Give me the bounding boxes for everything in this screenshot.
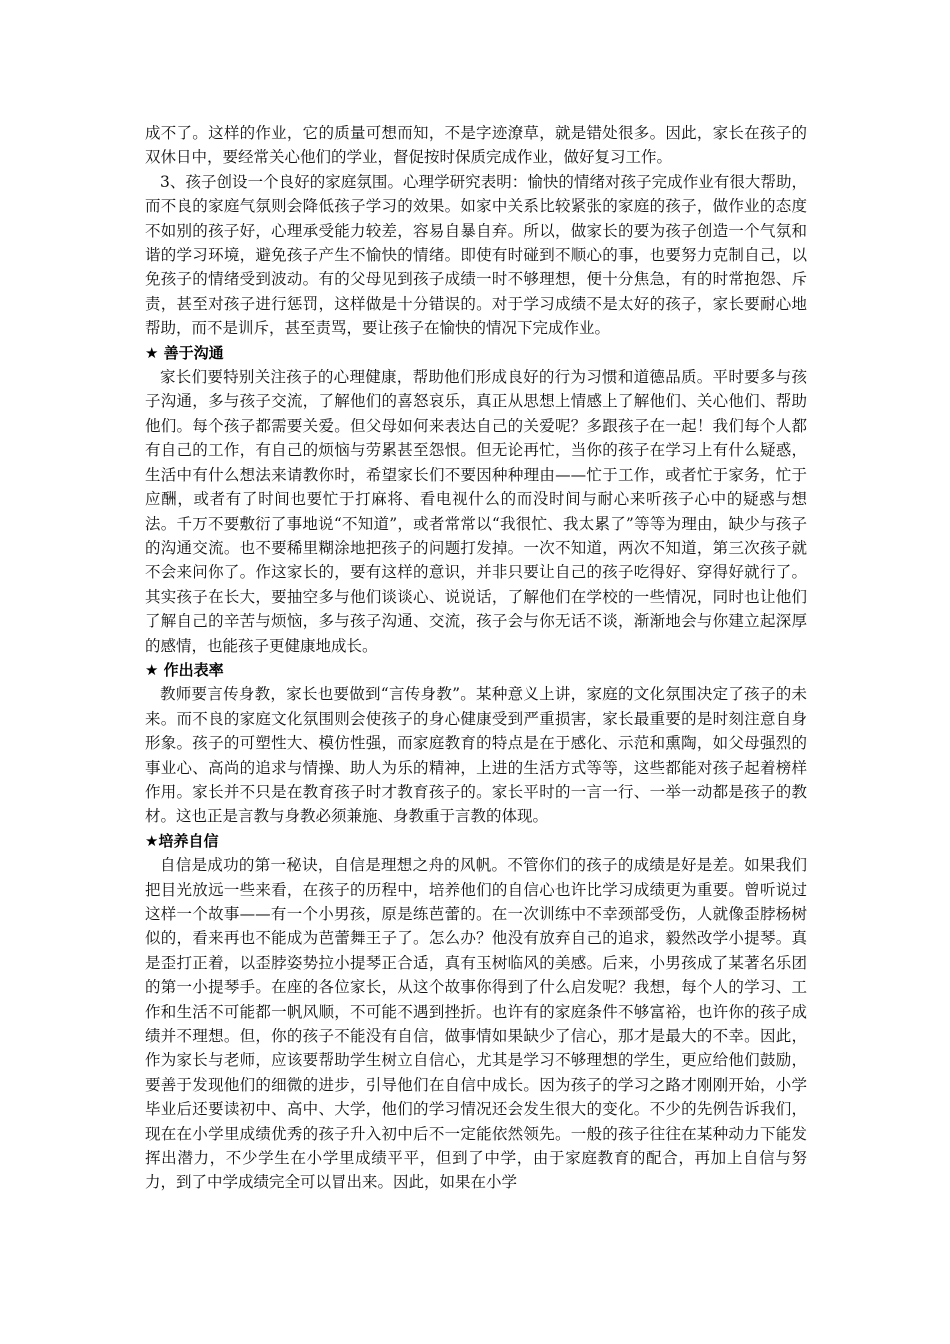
paragraph-role-model: 教师要言传身教，家长也要做到“言传身教”。某种意义上讲，家庭的文化氛围决定了孩子的未来。而不良的家庭文化氛围则会使孩子的身心健康受到严重损害，家长最重要的是时刻注意自身形象。孩子的可塑性大、模仿性强，而家庭教育的特点是在于感化、示范和熏陶，如父母强烈的事业心、高尚的追求与情操、助人为乐的精神，上进的生活方式等等，这些都能对孩子起着榜样作用。家长并不只是在教育孩子时才教育孩子的。家长平时的一言一行、一举一动都是孩子的教材。这也正是言教与身教必须兼施、身教重于言教的体现。 (145, 685, 807, 826)
section-heading-communication: ★ 善于沟通 (145, 343, 224, 362)
paragraph-family-atmosphere: 3、孩子创设一个良好的家庭氛围。心理学研究表明：愉快的情绪对孩子完成作业有很大帮助，而不良的家庭气氛则会降低孩子学习的效果。如家中关系比较紧张的家庭的孩子，做作业的态度不如别的孩子好，心理承受能力较差，容易自暴自弃。所以，做家长的要为孩子创造一个气氛和谐的学习环境，避免孩子产生不愉快的情绪。即使有时碰到不顺心的事，也要努力克制自己，以免孩子的情绪受到波动。有的父母见到孩子成绩一时不够理想，便十分焦急，有的时常抱怨、斥责，甚至对孩子进行惩罚，这样做是十分错误的。对于学习成绩不是太好的孩子，家长要耐心地帮助，而不是训斥，甚至责骂，要让孩子在愉快的情况下完成作业。 (145, 172, 807, 338)
paragraph-communication: 家长们要特别关注孩子的心理健康，帮助他们形成良好的行为习惯和道德品质。平时要多与孩子沟通，多与孩子交流，了解他们的喜怒哀乐，真正从思想上情感上了解他们、关心他们、帮助他们。每个孩子都需要关爱。但父母如何来表达自己的关爱呢？多跟孩子在一起！我们每个人都有自己的工作，有自己的烦恼与劳累甚至怨恨。但无论再忙，当你的孩子在学习上有什么疑惑，生活中有什么想法来请教你时，希望家长们不要因种种理由——忙于工作，或者忙于家务，忙于应酬，或者有了时间也要忙于打麻将、看电视什么的而没时间与耐心来听孩子心中的疑惑与想法。千万不要敷衍了事地说“不知道”，或者常常以“我很忙、我太累了”等等为理由，缺少与孩子的沟通交流。也不要稀里糊涂地把孩子的问题打发掉。一次不知道，两次不知道，第三次孩子就不会来问你了。作这家长的，要有这样的意识，并非只要让自己的孩子吃得好、穿得好就行了。其实孩子在长大，要抽空多与他们谈谈心、说说话，了解他们在学校的一些情况，同时也让他们了解自己的辛苦与烦恼，多与孩子沟通、交流，孩子会与你无话不谈，渐渐地会与你建立起深厚的感情，也能孩子更健康地成长。 (145, 368, 807, 655)
document-page (145, 121, 807, 1195)
section-heading-confidence: ★培养自信 (145, 831, 219, 850)
paragraph-homework-quality: 成不了。这样的作业，它的质量可想而知，不是字迹潦草，就是错处很多。因此，家长在孩子的双休日中，要经常关心他们的学业，督促按时保质完成作业，做好复习工作。 (145, 124, 807, 167)
section-heading-role-model: ★ 作出表率 (145, 660, 224, 679)
paragraph-confidence: 自信是成功的第一秘诀，自信是理想之舟的风帆。不管你们的孩子的成绩是好是差。如果我们把目光放远一些来看，在孩子的历程中，培养他们的自信心也许比学习成绩更为重要。曾听说过这样一个故事——有一个小男孩，原是练芭蕾的。在一次训练中不幸颈部受伤，人就像歪脖杨树似的，看来再也不能成为芭蕾舞王子了。怎么办？他没有放弃自己的追求，毅然改学小提琴。真是歪打正着，以歪脖姿势拉小提琴正合适，真有玉树临风的美感。后来，小男孩成了某著名乐团的第一小提琴手。在座的各位家长，从这个故事你得到了什么启发呢？我想，每个人的学习、工作和生活不可能都一帆风顺，不可能不遇到挫折。也许有的家庭条件不够富裕，也许你的孩子成绩并不理想。但，你的孩子不能没有自信，做事情如果缺少了信心，那才是最大的不幸。因此，作为家长与老师，应该要帮助学生树立自信心，尤其是学习不够理想的学生，更应给他们鼓励，要善于发现他们的细微的进步，引导他们在自信中成长。因为孩子的学习之路才刚刚开始，小学毕业后还要读初中、高中、大学，他们的学习情况还会发生很大的变化。不少的先例告诉我们，现在在小学里成绩优秀的孩子升入初中后不一定能依然领先。一般的孩子往往在某种动力下能发挥出潜力，不少学生在小学里成绩平平，但到了中学，由于家庭教育的配合，再加上自信与努力，到了中学成绩完全可以冒出来。因此，如果在小学 (145, 856, 807, 1192)
